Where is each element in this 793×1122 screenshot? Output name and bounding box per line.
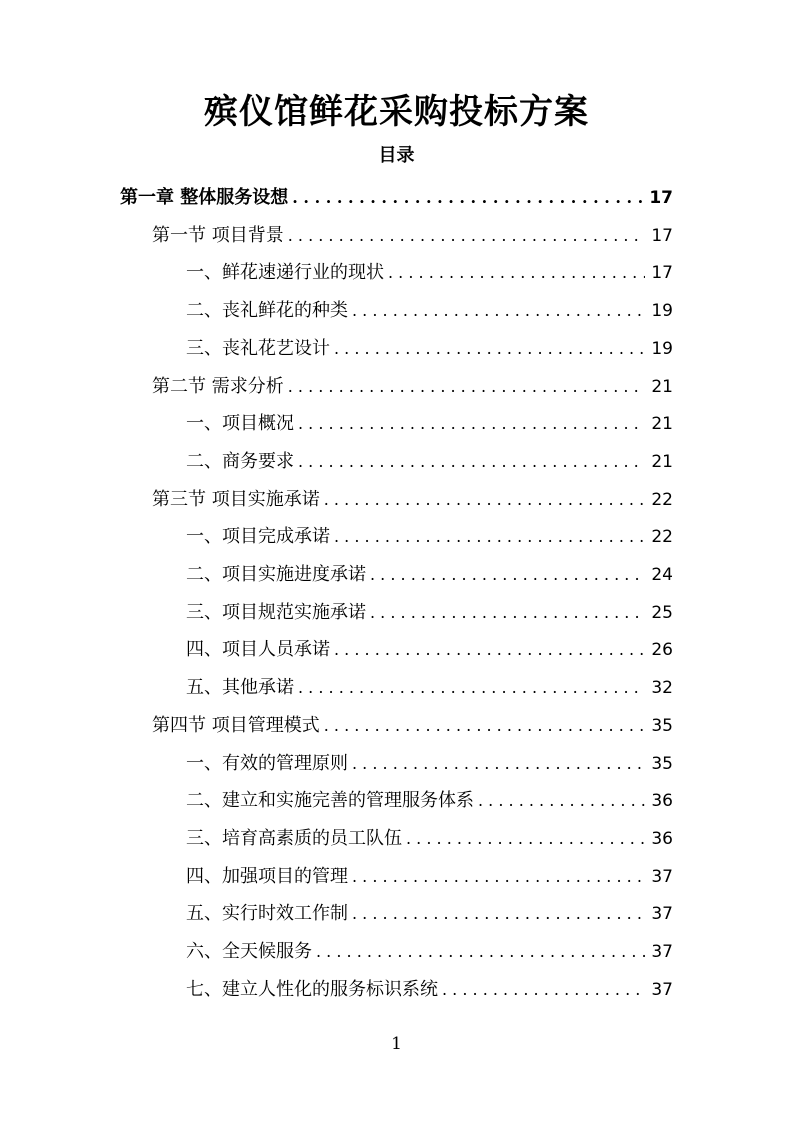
toc-entry-page: 17 xyxy=(651,225,673,246)
document-title: 殡仪馆鲜花采购投标方案 xyxy=(204,92,589,132)
toc-dot-leader xyxy=(288,368,645,406)
toc-entry-title: 二、商务要求 xyxy=(186,450,294,472)
toc-entry-page: 32 xyxy=(651,678,673,699)
toc-entry-title: 一、鲜花速递行业的现状 xyxy=(186,262,384,284)
toc-entry-page: 36 xyxy=(651,828,673,849)
toc-dot-leader xyxy=(298,405,645,443)
toc-entry[interactable] xyxy=(186,556,673,594)
toc-entry-title: 第三节 项目实施承诺 xyxy=(152,488,320,510)
toc-entry[interactable] xyxy=(120,179,673,217)
toc-dot-leader xyxy=(388,254,645,292)
toc-entry-page: 35 xyxy=(651,715,673,736)
toc-entry[interactable] xyxy=(152,707,673,745)
toc-dot-leader xyxy=(324,481,645,519)
toc-entry-page: 21 xyxy=(651,451,673,472)
toc-entry[interactable] xyxy=(186,745,673,783)
toc-entry[interactable] xyxy=(186,669,673,707)
toc-dot-leader xyxy=(334,631,645,669)
toc-entry-title: 二、丧礼鲜花的种类 xyxy=(186,300,348,322)
toc-dot-leader xyxy=(288,217,645,255)
toc-dot-leader xyxy=(442,971,645,1009)
toc-entry[interactable] xyxy=(186,933,673,971)
toc-entry[interactable] xyxy=(186,330,673,368)
toc-entry[interactable] xyxy=(186,895,673,933)
toc-entry[interactable] xyxy=(152,481,673,519)
page-number: 1 xyxy=(391,1034,402,1054)
toc-entry[interactable] xyxy=(186,820,673,858)
toc-entry-page: 36 xyxy=(651,791,673,812)
toc-entry-page: 17 xyxy=(649,188,673,208)
toc-entry-title: 四、项目人员承诺 xyxy=(186,639,330,661)
toc-entry-page: 24 xyxy=(651,565,673,585)
toc-entry-page: 26 xyxy=(651,640,673,661)
toc-entry-title: 一、项目概况 xyxy=(186,413,294,435)
toc-entry[interactable] xyxy=(186,405,673,443)
toc-entry-title: 二、建立和实施完善的管理服务体系 xyxy=(186,790,474,812)
toc-entry[interactable] xyxy=(152,368,673,406)
toc-entry-page: 22 xyxy=(651,489,673,510)
toc-entry-page: 37 xyxy=(651,942,673,962)
toc-entry-title: 七、建立人性化的服务标识系统 xyxy=(186,978,438,1000)
toc-entry-title: 六、全天候服务 xyxy=(186,941,312,962)
toc-dot-leader xyxy=(292,179,645,217)
toc-entry[interactable] xyxy=(186,971,673,1009)
toc-dot-leader xyxy=(324,707,645,745)
toc-entry[interactable] xyxy=(186,858,673,896)
toc-entry-title: 四、加强项目的管理 xyxy=(186,865,348,887)
toc-dot-leader xyxy=(298,443,645,481)
toc-entry[interactable] xyxy=(186,782,673,820)
toc-entry-page: 19 xyxy=(651,338,673,359)
toc-dot-leader xyxy=(298,669,645,707)
toc-entry[interactable] xyxy=(186,594,673,632)
toc-dot-leader xyxy=(370,556,645,594)
toc-entry-title: 三、培育高素质的员工队伍 xyxy=(186,827,402,849)
toc-entry-page: 35 xyxy=(651,753,673,774)
toc-entry-page: 22 xyxy=(651,527,673,548)
toc-entry-title: 第二节 需求分析 xyxy=(152,375,284,397)
toc-entry[interactable] xyxy=(152,217,673,255)
toc-entry-title: 五、实行时效工作制 xyxy=(186,903,348,925)
toc-entry-title: 三、项目规范实施承诺 xyxy=(186,601,366,623)
toc-entry-title: 第一章 整体服务设想 xyxy=(120,187,289,208)
toc-entry-title: 五、其他承诺 xyxy=(186,677,294,699)
toc-entry[interactable] xyxy=(186,292,673,330)
toc-dot-leader xyxy=(316,933,645,971)
toc-entry[interactable] xyxy=(186,254,673,292)
toc-dot-leader xyxy=(352,895,645,933)
toc-entry-page: 37 xyxy=(651,904,673,925)
toc-entry-title: 一、有效的管理原则 xyxy=(186,752,348,774)
toc-dot-leader xyxy=(334,518,645,556)
toc-dot-leader xyxy=(352,745,645,783)
toc-entry-page: 37 xyxy=(651,866,673,887)
toc-entry-page: 25 xyxy=(651,602,673,623)
toc-entry-page: 17 xyxy=(651,263,673,284)
toc-dot-leader xyxy=(352,858,645,896)
toc-dot-leader xyxy=(478,782,645,820)
toc-dot-leader xyxy=(370,594,645,632)
toc-entry[interactable] xyxy=(186,518,673,556)
toc-entry-page: 21 xyxy=(651,376,673,397)
toc-entry-page: 37 xyxy=(651,979,673,1000)
toc-entry-title: 二、项目实施进度承诺 xyxy=(186,564,366,585)
toc-entry-page: 21 xyxy=(651,414,673,435)
toc-heading: 目录 xyxy=(378,145,415,166)
toc-dot-leader xyxy=(406,820,645,858)
toc-entry-title: 三、丧礼花艺设计 xyxy=(186,337,330,359)
toc-dot-leader xyxy=(334,330,645,368)
toc-entry[interactable] xyxy=(186,631,673,669)
toc-entry[interactable] xyxy=(186,443,673,481)
toc-entry-title: 一、项目完成承诺 xyxy=(186,526,330,548)
toc-entry-title: 第一节 项目背景 xyxy=(152,224,284,246)
toc-dot-leader xyxy=(352,292,645,330)
toc-entry-page: 19 xyxy=(651,301,673,322)
toc-entry-title: 第四节 项目管理模式 xyxy=(152,714,320,736)
